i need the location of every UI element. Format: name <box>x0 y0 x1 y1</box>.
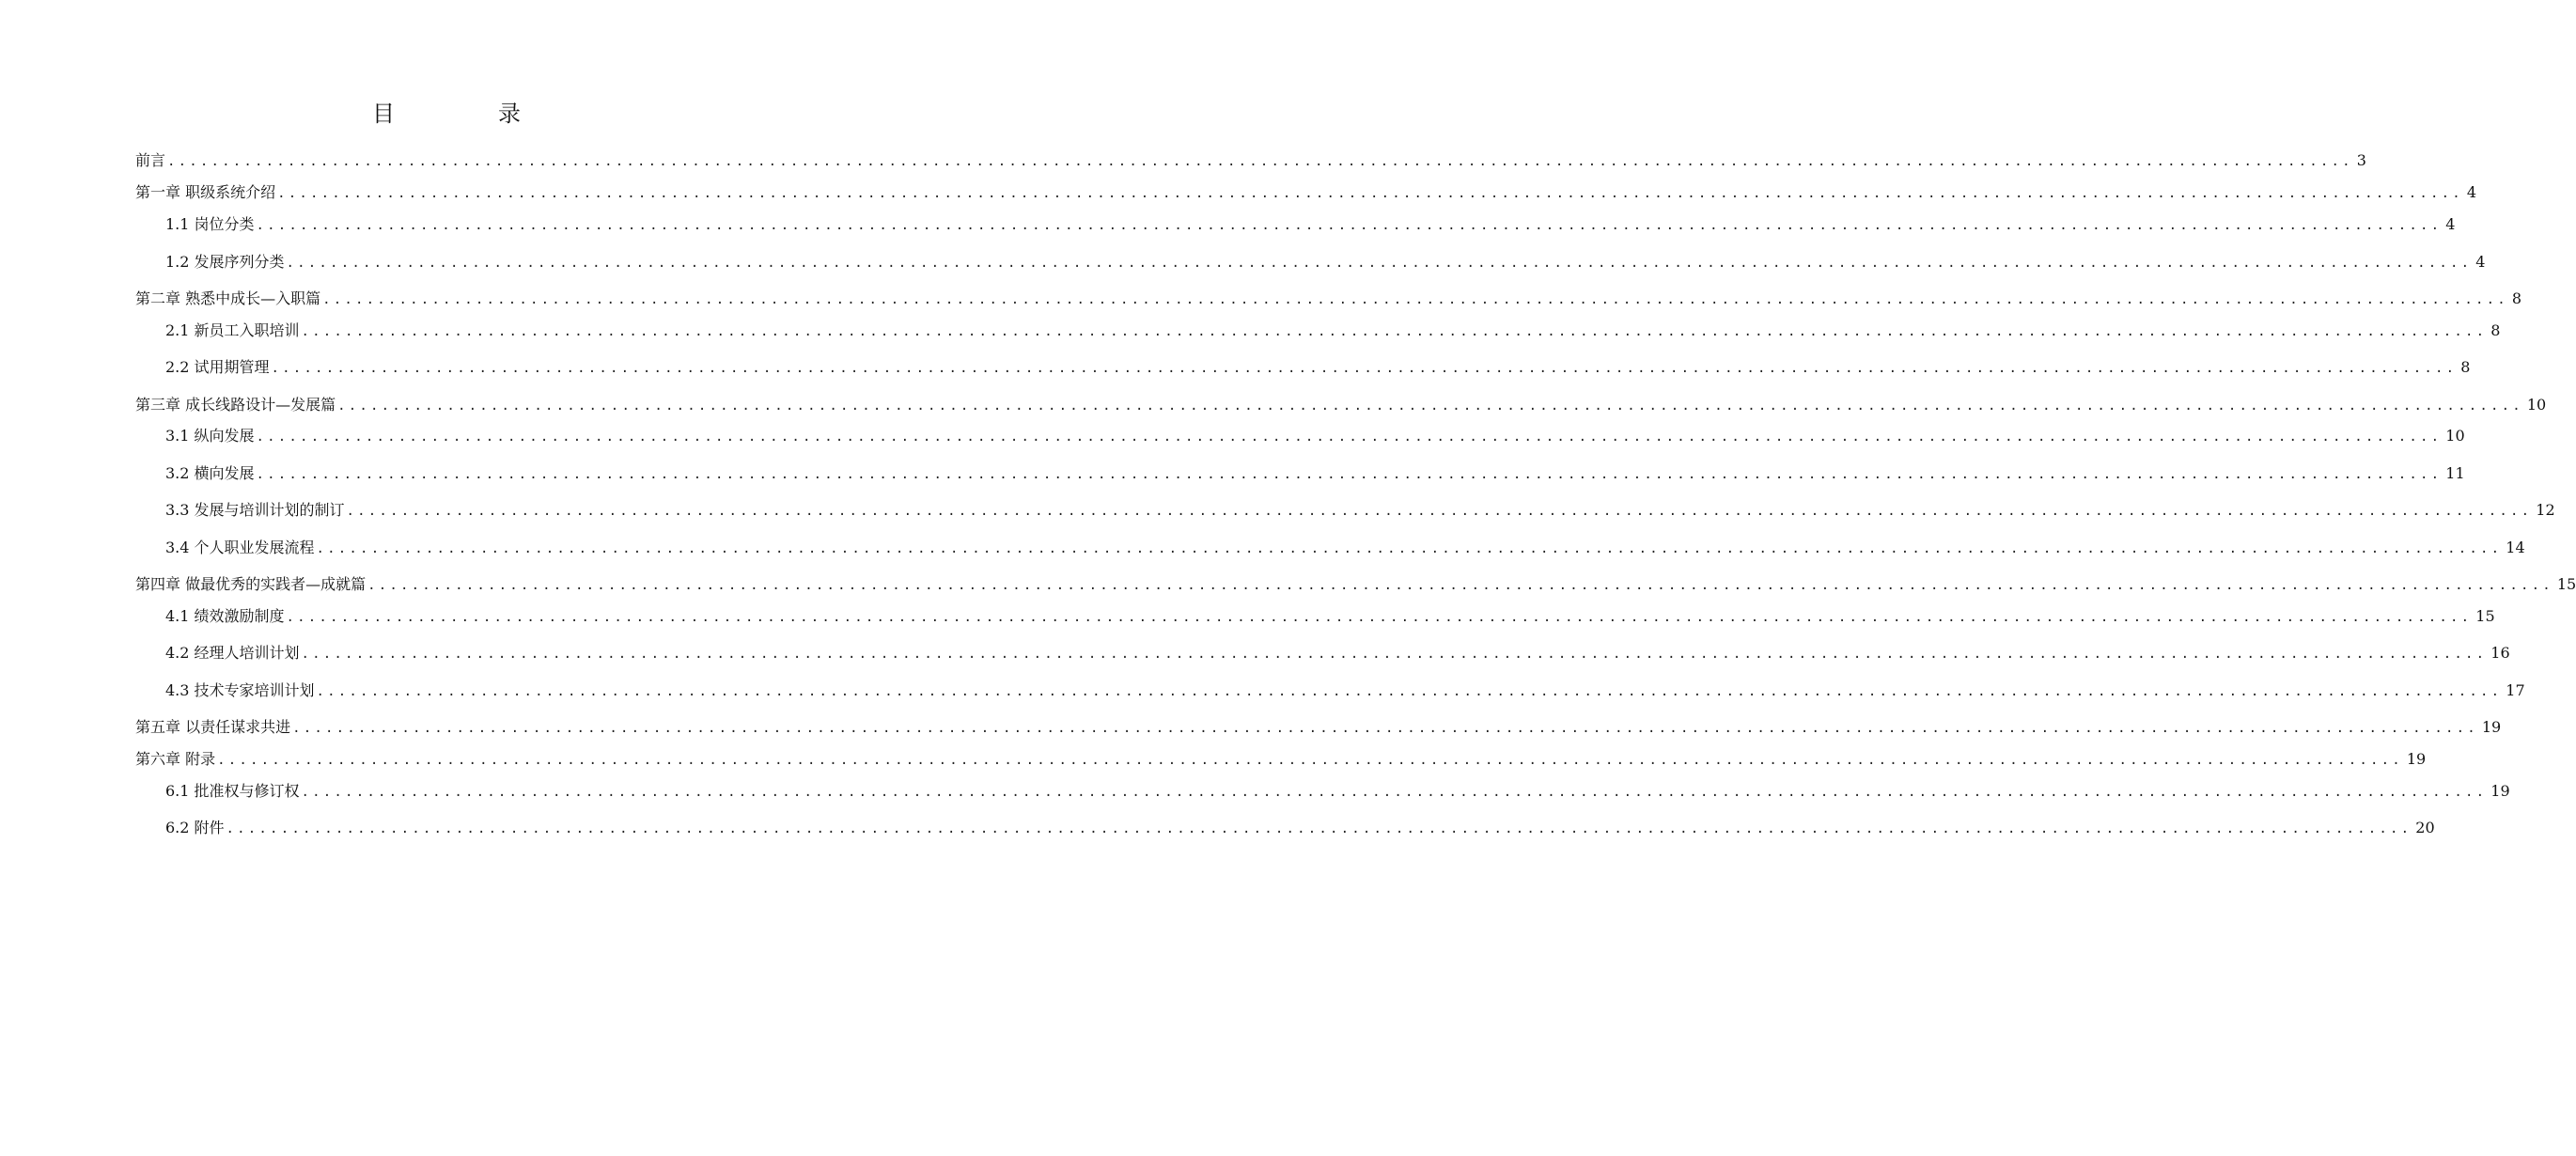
toc-dot-leader: ........................................................................................................................................................................................................ <box>217 753 2403 768</box>
toc-chapter-entry[interactable] <box>135 572 2576 595</box>
toc-chapter-entry[interactable] <box>135 715 2502 738</box>
toc-entry-title: 第五章 以责任谋求共进 <box>135 718 291 736</box>
toc-dot-leader: ........................................................................................................................................................................................................ <box>256 430 2443 445</box>
toc-page-number: 12 <box>2536 501 2555 519</box>
toc-dot-leader: ........................................................................................................................................................................................................ <box>292 721 2478 736</box>
toc-entry-title: 4.2 经理人培训计划 <box>165 644 300 662</box>
toc-title-char-1: 目 <box>372 101 395 127</box>
toc-section-entry[interactable] <box>165 424 2465 446</box>
toc-entry-title: 4.1 绩效激励制度 <box>165 607 285 625</box>
toc-page-number: 19 <box>2481 718 2502 736</box>
toc-page-number: 17 <box>2506 681 2525 699</box>
toc-page-number: 16 <box>2490 644 2510 662</box>
toc-page-number: 3 <box>2356 151 2366 169</box>
toc-page-number: 8 <box>2490 321 2501 339</box>
toc-dot-leader: ........................................................................................................................................................................................................ <box>316 684 2503 699</box>
toc-page-number: 8 <box>2460 358 2471 376</box>
toc-dot-leader: ........................................................................................................................................................................................................ <box>346 504 2533 519</box>
toc-section-entry[interactable] <box>165 641 2510 664</box>
toc-entry-title: 3.3 发展与培训计划的制订 <box>165 501 345 519</box>
toc-chapter-entry[interactable] <box>135 148 2366 171</box>
toc-entry-title: 第三章 成长线路设计—发展篇 <box>135 396 336 414</box>
toc-dot-leader: ........................................................................................................................................................................................................ <box>256 218 2443 233</box>
toc-page-number: 4 <box>2475 253 2486 271</box>
toc-chapter-entry[interactable] <box>135 393 2547 415</box>
toc-entry-title: 2.2 试用期管理 <box>165 358 270 376</box>
toc-dot-leader: ........................................................................................................................................................................................................ <box>277 186 2463 201</box>
toc-title-char-2: 录 <box>498 101 521 127</box>
toc-page-number: 14 <box>2506 539 2525 556</box>
toc-dot-leader: ........................................................................................................................................................................................................ <box>337 398 2523 414</box>
toc-page-number: 11 <box>2445 464 2465 482</box>
toc-section-entry[interactable] <box>165 461 2465 484</box>
toc-entry-title: 6.2 附件 <box>165 819 225 836</box>
toc-title <box>0 100 893 128</box>
toc-page-number: 19 <box>2406 750 2427 768</box>
toc-section-entry[interactable] <box>165 498 2555 521</box>
toc-chapter-entry[interactable] <box>135 287 2522 309</box>
toc-dot-leader: ........................................................................................................................................................................................................ <box>286 256 2473 271</box>
toc-dot-leader: ........................................................................................................................................................................................................ <box>316 541 2503 556</box>
toc-entry-title: 第一章 职级系统介绍 <box>135 183 276 201</box>
toc-page-number: 15 <box>2556 575 2576 593</box>
toc-chapter-entry[interactable] <box>135 747 2427 770</box>
toc-entry-title: 第六章 附录 <box>135 750 216 768</box>
toc-section-entry[interactable] <box>165 779 2510 802</box>
toc-dot-leader: ........................................................................................................................................................................................................ <box>256 467 2443 482</box>
toc-entry-title: 第四章 做最优秀的实践者—成就篇 <box>135 575 367 593</box>
toc-entry-title: 1.2 发展序列分类 <box>165 253 285 271</box>
toc-dot-leader: ........................................................................................................................................................................................................ <box>367 578 2553 593</box>
toc-page-number: 4 <box>2466 183 2477 201</box>
toc-page-number: 8 <box>2511 289 2522 307</box>
toc-dot-leader: ........................................................................................................................................................................................................ <box>301 785 2488 800</box>
toc-entry-title: 4.3 技术专家培训计划 <box>165 681 315 699</box>
toc-page-number: 20 <box>2415 819 2435 836</box>
toc-entry-title: 3.4 个人职业发展流程 <box>165 539 315 556</box>
toc-section-entry[interactable] <box>165 816 2435 838</box>
toc-entry-title: 前言 <box>135 151 166 169</box>
toc-section-entry[interactable] <box>165 604 2495 627</box>
toc-section-entry[interactable] <box>165 355 2471 378</box>
toc-page-number: 10 <box>2445 427 2465 445</box>
toc-dot-leader: ........................................................................................................................................................................................................ <box>167 154 2353 169</box>
toc-section-entry[interactable] <box>165 319 2501 341</box>
toc-entry-title: 1.1 岗位分类 <box>165 215 255 233</box>
toc-section-entry[interactable] <box>165 212 2456 235</box>
toc-section-entry[interactable] <box>165 250 2486 273</box>
toc-dot-leader: ........................................................................................................................................................................................................ <box>286 610 2473 625</box>
toc-page-number: 19 <box>2490 782 2510 800</box>
toc-section-entry[interactable] <box>165 536 2525 558</box>
toc-entry-title: 2.1 新员工入职培训 <box>165 321 300 339</box>
toc-dot-leader: ........................................................................................................................................................................................................ <box>271 361 2458 376</box>
toc-dot-leader: ........................................................................................................................................................................................................ <box>322 292 2508 307</box>
toc-page-number: 10 <box>2526 396 2547 414</box>
toc-dot-leader: ........................................................................................................................................................................................................ <box>226 821 2412 836</box>
toc-page-number: 15 <box>2475 607 2495 625</box>
toc-dot-leader: ........................................................................................................................................................................................................ <box>301 324 2488 339</box>
toc-chapter-entry[interactable] <box>135 180 2477 203</box>
toc-entry-title: 3.2 横向发展 <box>165 464 255 482</box>
toc-dot-leader: ........................................................................................................................................................................................................ <box>301 647 2488 662</box>
toc-entry-title: 6.1 批准权与修订权 <box>165 782 300 800</box>
toc-entry-title: 3.1 纵向发展 <box>165 427 255 445</box>
toc-section-entry[interactable] <box>165 679 2525 701</box>
toc-entry-title: 第二章 熟悉中成长—入职篇 <box>135 289 321 307</box>
toc-page-number: 4 <box>2445 215 2456 233</box>
